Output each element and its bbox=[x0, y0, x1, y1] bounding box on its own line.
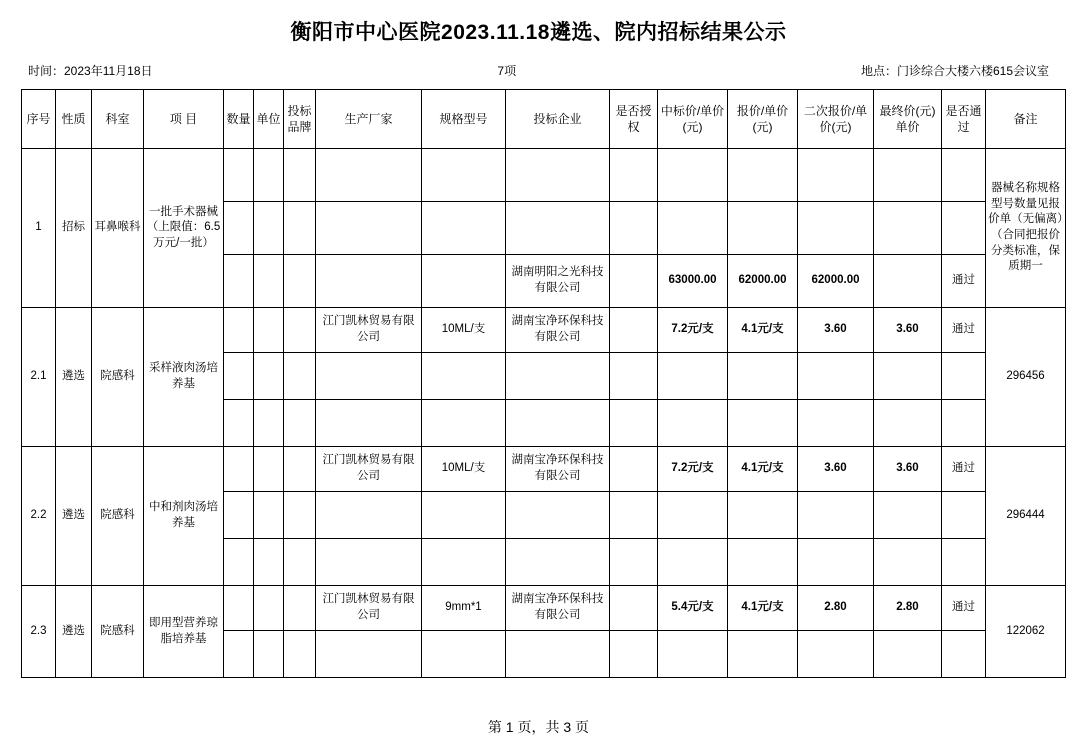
cell-remark: 296456 bbox=[986, 308, 1066, 447]
cell-passed bbox=[942, 492, 986, 539]
cell-offer-price bbox=[728, 353, 798, 400]
cell-manufacturer: 江门凯林贸易有限公司 bbox=[316, 308, 422, 353]
cell-specification bbox=[422, 492, 506, 539]
meta-place: 地点：门诊综合大楼六楼615会议室 bbox=[860, 64, 1049, 78]
cell-authorized bbox=[610, 202, 658, 255]
cell-remark: 296444 bbox=[986, 447, 1066, 586]
cell-final-price bbox=[874, 631, 942, 678]
cell-second-offer: 3.60 bbox=[798, 308, 874, 353]
cell-nature: 遴选 bbox=[56, 586, 92, 678]
cell-offer-price: 4.1元/支 bbox=[728, 586, 798, 631]
cell-specification bbox=[422, 255, 506, 308]
cell-bidder-company bbox=[506, 202, 610, 255]
cell-seq: 2.3 bbox=[22, 586, 56, 678]
cell-bidder-company: 湖南明阳之光科技有限公司 bbox=[506, 255, 610, 308]
cell-manufacturer bbox=[316, 149, 422, 202]
cell-bidder-company bbox=[506, 353, 610, 400]
cell-winning-price bbox=[658, 202, 728, 255]
cell-authorized bbox=[610, 400, 658, 447]
cell-bidder-company bbox=[506, 492, 610, 539]
cell-item: 采样液肉汤培养基 bbox=[144, 308, 224, 447]
cell-unit bbox=[254, 149, 284, 202]
cell-bidder-company bbox=[506, 400, 610, 447]
cell-brand bbox=[284, 255, 316, 308]
cell-winning-price bbox=[658, 492, 728, 539]
cell-unit bbox=[254, 447, 284, 492]
cell-seq: 2.1 bbox=[22, 308, 56, 447]
cell-specification bbox=[422, 539, 506, 586]
header-bidder-company: 投标企业 bbox=[506, 90, 610, 149]
cell-item: 中和剂肉汤培养基 bbox=[144, 447, 224, 586]
cell-offer-price bbox=[728, 149, 798, 202]
cell-unit bbox=[254, 353, 284, 400]
header-manufacturer: 生产厂家 bbox=[316, 90, 422, 149]
cell-seq: 1 bbox=[22, 149, 56, 308]
cell-manufacturer bbox=[316, 539, 422, 586]
header-specification: 规格型号 bbox=[422, 90, 506, 149]
cell-specification bbox=[422, 631, 506, 678]
cell-brand bbox=[284, 492, 316, 539]
cell-winning-price bbox=[658, 631, 728, 678]
cell-manufacturer bbox=[316, 202, 422, 255]
cell-final-price bbox=[874, 149, 942, 202]
cell-brand bbox=[284, 586, 316, 631]
cell-passed: 通过 bbox=[942, 447, 986, 492]
cell-second-offer bbox=[798, 492, 874, 539]
header-item: 项 目 bbox=[144, 90, 224, 149]
document-meta bbox=[0, 48, 1077, 89]
cell-final-price bbox=[874, 353, 942, 400]
cell-brand bbox=[284, 202, 316, 255]
cell-second-offer: 3.60 bbox=[798, 447, 874, 492]
cell-winning-price: 63000.00 bbox=[658, 255, 728, 308]
cell-winning-price: 7.2元/支 bbox=[658, 447, 728, 492]
header-nature: 性质 bbox=[56, 90, 92, 149]
cell-winning-price bbox=[658, 149, 728, 202]
header-offer-price: 报价/单价(元) bbox=[728, 90, 798, 149]
cell-manufacturer bbox=[316, 353, 422, 400]
cell-unit bbox=[254, 586, 284, 631]
cell-specification: 9mm*1 bbox=[422, 586, 506, 631]
cell-final-price bbox=[874, 492, 942, 539]
cell-second-offer bbox=[798, 202, 874, 255]
cell-passed bbox=[942, 631, 986, 678]
cell-item: 一批手术器械（上限值：6.5万元/一批） bbox=[144, 149, 224, 308]
cell-second-offer: 2.80 bbox=[798, 586, 874, 631]
cell-bidder-company: 湖南宝净环保科技有限公司 bbox=[506, 586, 610, 631]
cell-passed: 通过 bbox=[942, 308, 986, 353]
cell-specification bbox=[422, 202, 506, 255]
cell-manufacturer bbox=[316, 631, 422, 678]
cell-nature: 遴选 bbox=[56, 308, 92, 447]
cell-authorized bbox=[610, 255, 658, 308]
cell-passed bbox=[942, 539, 986, 586]
cell-dept: 院感科 bbox=[92, 447, 144, 586]
cell-offer-price bbox=[728, 539, 798, 586]
cell-remark: 器械名称规格型号数量见报价单（无偏离）（合同把报价分类标准，保质期一 bbox=[986, 149, 1066, 308]
cell-winning-price: 5.4元/支 bbox=[658, 586, 728, 631]
cell-winning-price: 7.2元/支 bbox=[658, 308, 728, 353]
cell-quantity bbox=[224, 586, 254, 631]
cell-offer-price bbox=[728, 202, 798, 255]
cell-final-price bbox=[874, 400, 942, 447]
cell-unit bbox=[254, 492, 284, 539]
cell-unit bbox=[254, 255, 284, 308]
cell-passed bbox=[942, 400, 986, 447]
cell-brand bbox=[284, 400, 316, 447]
cell-quantity bbox=[224, 202, 254, 255]
page-title: 衡阳市中心医院2023.11.18遴选、院内招标结果公示 bbox=[290, 21, 787, 44]
cell-specification: 10ML/支 bbox=[422, 308, 506, 353]
cell-authorized bbox=[610, 539, 658, 586]
cell-final-price: 3.60 bbox=[874, 447, 942, 492]
cell-second-offer bbox=[798, 149, 874, 202]
header-authorized: 是否授权 bbox=[610, 90, 658, 149]
cell-manufacturer bbox=[316, 255, 422, 308]
page-footer: 第 1 页，共 3 页 bbox=[487, 719, 590, 735]
cell-offer-price bbox=[728, 492, 798, 539]
cell-authorized bbox=[610, 631, 658, 678]
cell-passed: 通过 bbox=[942, 255, 986, 308]
cell-quantity bbox=[224, 447, 254, 492]
header-unit: 单位 bbox=[254, 90, 284, 149]
header-quantity: 数量 bbox=[224, 90, 254, 149]
cell-brand bbox=[284, 539, 316, 586]
cell-final-price bbox=[874, 202, 942, 255]
cell-unit bbox=[254, 202, 284, 255]
cell-bidder-company bbox=[506, 539, 610, 586]
cell-final-price bbox=[874, 539, 942, 586]
cell-manufacturer: 江门凯林贸易有限公司 bbox=[316, 447, 422, 492]
cell-manufacturer bbox=[316, 400, 422, 447]
cell-offer-price: 4.1元/支 bbox=[728, 447, 798, 492]
header-brand: 投标品牌 bbox=[284, 90, 316, 149]
table-header-row bbox=[22, 90, 1066, 149]
cell-brand bbox=[284, 149, 316, 202]
table-row bbox=[22, 149, 1066, 202]
cell-passed bbox=[942, 202, 986, 255]
table-row bbox=[22, 586, 1066, 631]
cell-offer-price: 62000.00 bbox=[728, 255, 798, 308]
cell-bidder-company: 湖南宝净环保科技有限公司 bbox=[506, 447, 610, 492]
cell-quantity bbox=[224, 353, 254, 400]
cell-unit bbox=[254, 400, 284, 447]
cell-authorized bbox=[610, 308, 658, 353]
cell-dept: 院感科 bbox=[92, 586, 144, 678]
header-final-price: 最终价(元)单价 bbox=[874, 90, 942, 149]
cell-final-price: 2.80 bbox=[874, 586, 942, 631]
cell-quantity bbox=[224, 631, 254, 678]
cell-offer-price bbox=[728, 400, 798, 447]
header-dept: 科室 bbox=[92, 90, 144, 149]
cell-quantity bbox=[224, 255, 254, 308]
cell-quantity bbox=[224, 539, 254, 586]
cell-offer-price bbox=[728, 631, 798, 678]
cell-specification bbox=[422, 353, 506, 400]
cell-specification bbox=[422, 400, 506, 447]
cell-passed bbox=[942, 353, 986, 400]
cell-nature: 遴选 bbox=[56, 447, 92, 586]
cell-dept: 院感科 bbox=[92, 308, 144, 447]
cell-unit bbox=[254, 308, 284, 353]
cell-manufacturer: 江门凯林贸易有限公司 bbox=[316, 586, 422, 631]
table-body bbox=[22, 149, 1066, 678]
cell-winning-price bbox=[658, 353, 728, 400]
cell-second-offer bbox=[798, 631, 874, 678]
cell-item: 即用型营养琼脂培养基 bbox=[144, 586, 224, 678]
meta-time: 时间：2023年11月18日 bbox=[28, 64, 153, 78]
cell-passed: 通过 bbox=[942, 586, 986, 631]
cell-winning-price bbox=[658, 539, 728, 586]
cell-second-offer bbox=[798, 400, 874, 447]
cell-winning-price bbox=[658, 400, 728, 447]
cell-quantity bbox=[224, 492, 254, 539]
cell-brand bbox=[284, 447, 316, 492]
cell-seq: 2.2 bbox=[22, 447, 56, 586]
cell-brand bbox=[284, 308, 316, 353]
cell-authorized bbox=[610, 492, 658, 539]
cell-offer-price: 4.1元/支 bbox=[728, 308, 798, 353]
cell-bidder-company bbox=[506, 149, 610, 202]
meta-item-count: 7项 bbox=[497, 64, 517, 78]
cell-brand bbox=[284, 631, 316, 678]
table-row bbox=[22, 447, 1066, 492]
cell-manufacturer bbox=[316, 492, 422, 539]
cell-specification: 10ML/支 bbox=[422, 447, 506, 492]
table-row bbox=[22, 308, 1066, 353]
cell-remark: 122062 bbox=[986, 586, 1066, 678]
cell-unit bbox=[254, 631, 284, 678]
cell-quantity bbox=[224, 149, 254, 202]
cell-authorized bbox=[610, 353, 658, 400]
header-passed: 是否通过 bbox=[942, 90, 986, 149]
cell-second-offer bbox=[798, 353, 874, 400]
header-winning-price: 中标价/单价(元) bbox=[658, 90, 728, 149]
cell-bidder-company: 湖南宝净环保科技有限公司 bbox=[506, 308, 610, 353]
cell-specification bbox=[422, 149, 506, 202]
cell-dept: 耳鼻喉科 bbox=[92, 149, 144, 308]
cell-authorized bbox=[610, 447, 658, 492]
bid-results-table bbox=[21, 89, 1066, 678]
cell-authorized bbox=[610, 586, 658, 631]
cell-quantity bbox=[224, 400, 254, 447]
cell-second-offer: 62000.00 bbox=[798, 255, 874, 308]
cell-final-price: 3.60 bbox=[874, 308, 942, 353]
header-seq: 序号 bbox=[22, 90, 56, 149]
cell-unit bbox=[254, 539, 284, 586]
header-second-offer: 二次报价/单价(元) bbox=[798, 90, 874, 149]
cell-second-offer bbox=[798, 539, 874, 586]
cell-final-price bbox=[874, 255, 942, 308]
header-remark: 备注 bbox=[986, 90, 1066, 149]
cell-brand bbox=[284, 353, 316, 400]
cell-nature: 招标 bbox=[56, 149, 92, 308]
cell-passed bbox=[942, 149, 986, 202]
cell-authorized bbox=[610, 149, 658, 202]
cell-quantity bbox=[224, 308, 254, 353]
cell-bidder-company bbox=[506, 631, 610, 678]
